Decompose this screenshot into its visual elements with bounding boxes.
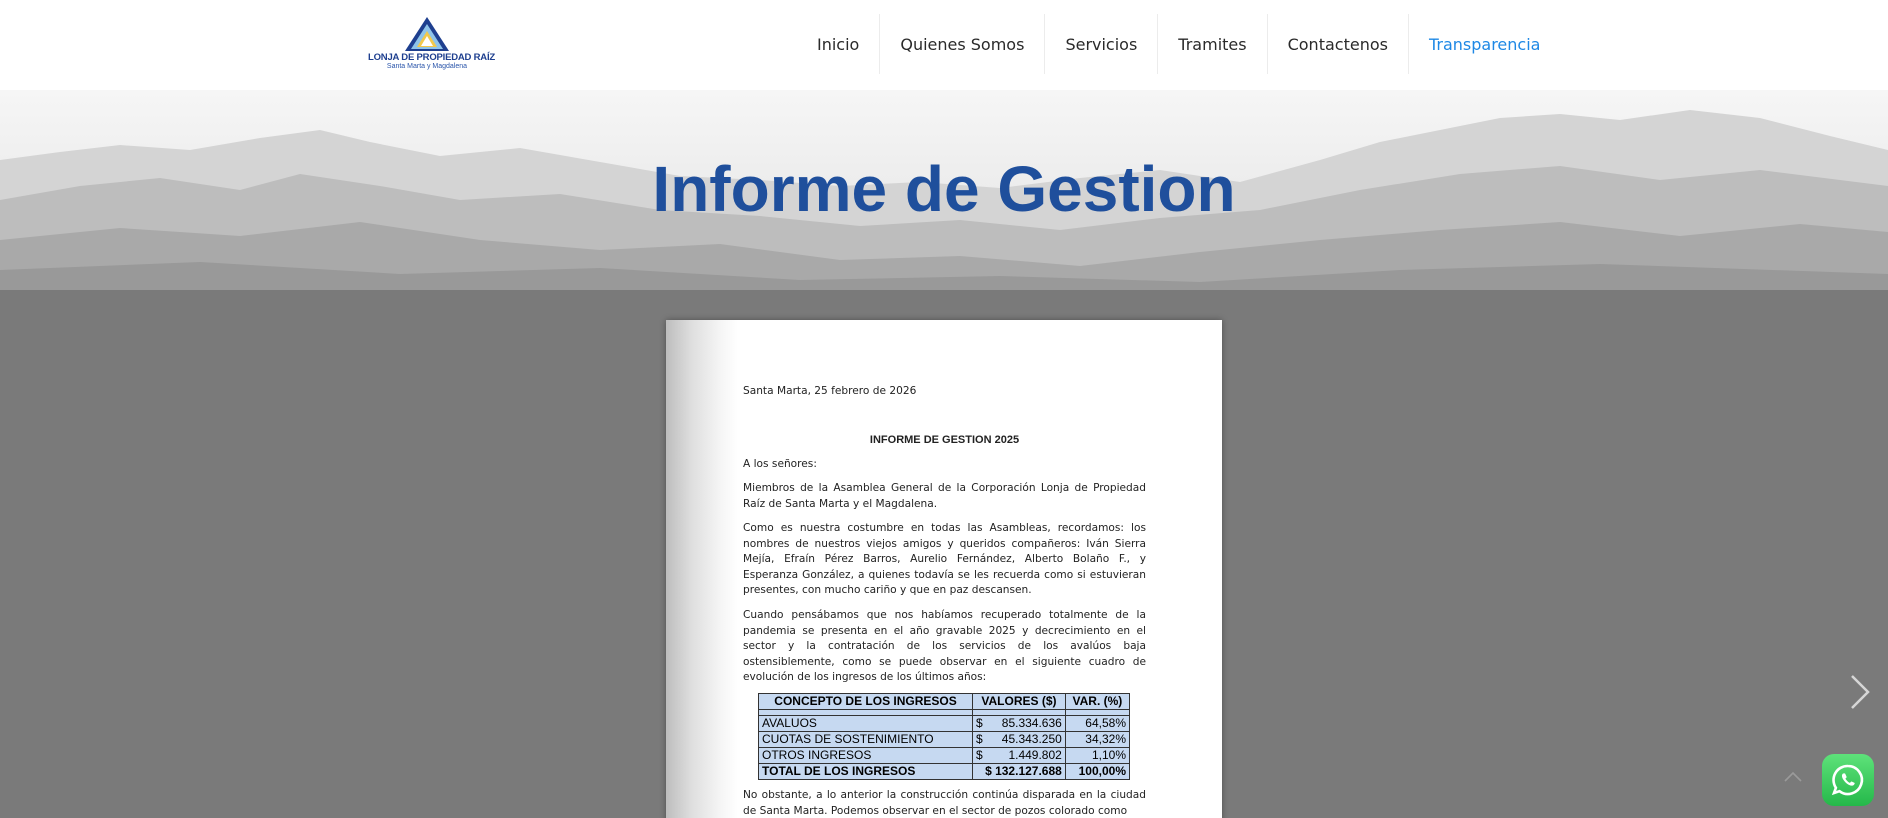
chevron-right-icon <box>1848 672 1872 712</box>
logo-name: LONJA DE PROPIEDAD RAÍZ <box>368 52 496 63</box>
table-row <box>759 732 1130 748</box>
page-hero <box>0 90 1888 290</box>
nav-item-contactenos[interactable]: Contactenos <box>1267 14 1408 74</box>
document-page[interactable] <box>666 320 1222 818</box>
table-cell-currency: $ <box>973 748 987 764</box>
whatsapp-button[interactable] <box>1822 754 1874 806</box>
table-header-concept: CONCEPTO DE LOS INGRESOS <box>759 694 973 710</box>
logo-triangle-icon <box>368 16 486 52</box>
document-title: INFORME DE GESTION 2025 <box>869 434 1020 446</box>
document-paragraph-4: No obstante, a lo anterior la construcción continúa disparada en la ciudad de Santa Marta. Podemos observar en el sector de pozos colorado como <box>743 789 1146 817</box>
document-salutation: A los señores: <box>743 458 817 470</box>
table-cell-currency: $ <box>973 716 987 732</box>
document-viewer[interactable] <box>0 290 1888 818</box>
document-date: Santa Marta, 25 febrero de 2026 <box>743 385 917 397</box>
table-cell-var: 34,32% <box>1065 732 1129 748</box>
table-cell-value: 45.343.250 <box>987 732 1066 748</box>
table-row <box>759 716 1130 732</box>
table-total-row <box>759 764 1130 780</box>
table-cell-currency: $ <box>973 732 987 748</box>
table-header-values: VALORES ($) <box>973 694 1066 710</box>
logo-tagline: Santa Marta y Magdalena <box>386 63 468 70</box>
table-cell-total-var: 100,00% <box>1065 764 1129 780</box>
document-paragraph-3: Cuando pensábamos que nos habíamos recuperado totalmente de la pandemia se presenta en el año gravable 2025 y decrecimiento en el sector y la contratación de los servicios de los avalúos baja ostensiblemente, como se puede observar en el siguiente cuadro de evolución de los ingresos de los últimos años: <box>743 609 1146 684</box>
chevron-up-icon <box>1782 766 1804 788</box>
nav-item-tramites[interactable]: Tramites <box>1157 14 1266 74</box>
table-cell-total-concept: TOTAL DE LOS INGRESOS <box>759 764 973 780</box>
table-cell-value: 1.449.802 <box>987 748 1066 764</box>
table-cell-value: 85.334.636 <box>987 716 1066 732</box>
table-row <box>759 748 1130 764</box>
table-cell-var: 64,58% <box>1065 716 1129 732</box>
nav-item-quienes-somos[interactable]: Quienes Somos <box>879 14 1044 74</box>
table-header-var: VAR. (%) <box>1065 694 1129 710</box>
site-logo[interactable] <box>368 16 496 74</box>
next-page-button[interactable] <box>1848 672 1872 712</box>
document-paragraph-1: Miembros de la Asamblea General de la Corporación Lonja de Propiedad Raíz de Santa Marta y el Magdalena. <box>743 482 1146 510</box>
scroll-top-button[interactable] <box>1782 766 1804 788</box>
nav-item-inicio[interactable]: Inicio <box>817 34 860 54</box>
nav-item-servicios[interactable]: Servicios <box>1044 14 1157 74</box>
table-cell-concept: AVALUOS <box>759 716 973 732</box>
main-nav <box>797 14 1560 74</box>
site-header <box>0 0 1888 90</box>
page-title: Informe de Gestion <box>652 153 1236 225</box>
table-cell-concept: CUOTAS DE SOSTENIMIENTO <box>759 732 973 748</box>
table-cell-var: 1,10% <box>1065 748 1129 764</box>
page-spine-shadow <box>666 320 738 818</box>
table-cell-total-value: $ 132.127.688 <box>973 764 1066 780</box>
income-table <box>758 693 1130 780</box>
whatsapp-icon <box>1830 762 1866 798</box>
nav-item-transparencia[interactable]: Transparencia <box>1408 14 1561 74</box>
table-cell-concept: OTROS INGRESOS <box>759 748 973 764</box>
document-paragraph-2: Como es nuestra costumbre en todas las Asambleas, recordamos: los nombres de nuestros viejos amigos y queridos compañeros: Iván Sierra Mejía, Efraín Pérez Barros, Aurelio Fernández, Alberto Bolaño F., y Esperanza González, a quienes todavía se les recuerda como si estuvieran presentes, con mucho cariño y que en paz descansen. <box>743 522 1146 597</box>
